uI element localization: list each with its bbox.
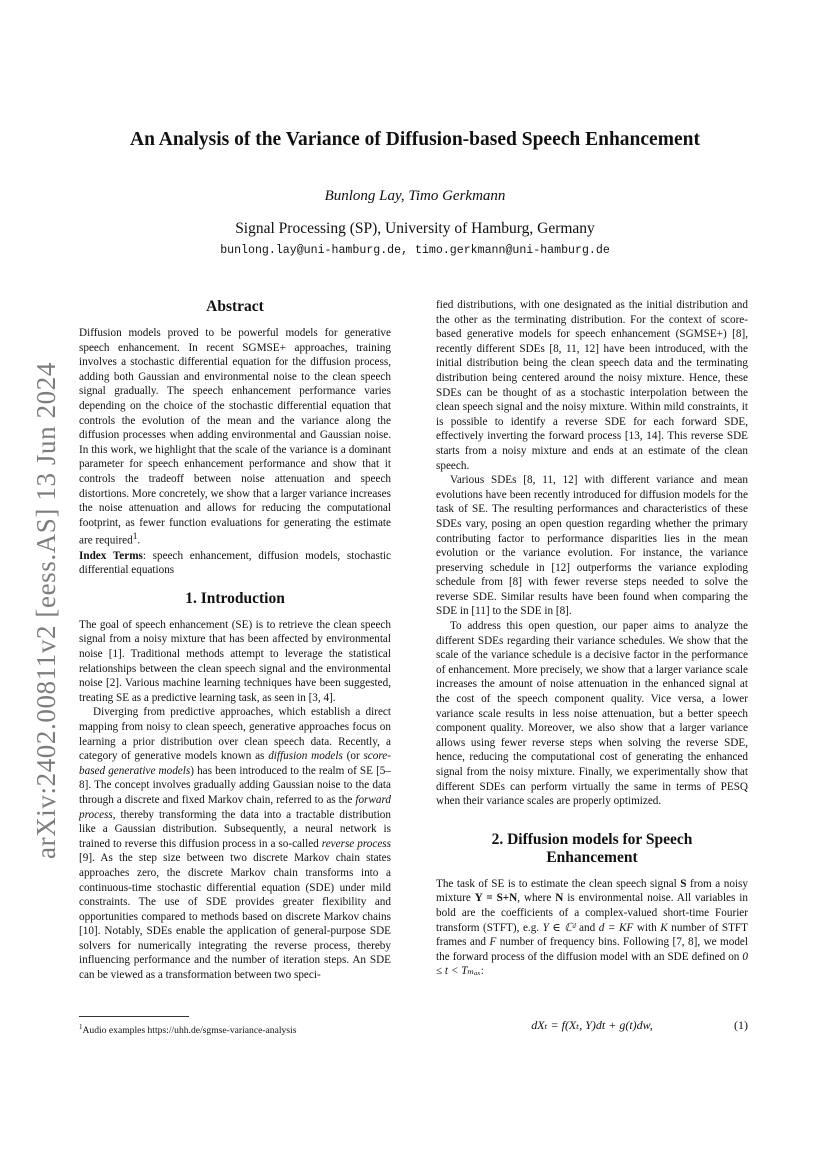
- equation-text: dXₜ = f(Xₜ, Y)dt + g(t)dw,: [531, 1018, 653, 1032]
- paper-affiliation: Signal Processing (SP), University of Hamburg, Germany: [235, 220, 595, 237]
- right-column: [436, 298, 748, 979]
- equation-number: (1): [734, 1018, 748, 1032]
- intro-paragraph-1: The goal of speech enhancement (SE) is to retrieve the clean speech signal from a noisy mixture that has been affected by environmental noise [1]. Traditional methods attempt to leverage the statistical relationships between the clean speech signal and the environmental noise [2]. Various machine learning techniques have been suggested, treating SE as a predictive learning task, as seen in [3, 4].: [79, 618, 391, 704]
- abstract-body: Diffusion models proved to be powerful models for generative speech enhancement. In recent SGMSE+ approaches, training involves a stochastic differential equation for the diffusion process, adding both Gaussian and environmental noise to the clean speech signal gradually. The speech enhancement performance varies depending on the choice of the stochastic differential equation that controls the evolution of the mean and the variance along the diffusion processes when adding environmental and Gaussian noise. In this work, we highlight that the scale of the variance is a dominant parameter for speech enhancement performance and show that it controls the tradeoff between noise attenuation and speech distortions. More concretely, we show that a larger variance increases the noise attenuation and allows for reducing the computational footprint, as fewer function evaluations for generating the estimate are required$^1$.: [79, 327, 391, 548]
- paper-title: An Analysis of the Variance of Diffusion-based Speech Enhancement: [130, 129, 700, 150]
- footnote-link-text[interactable]: Audio examples https://uhh.de/sgmse-variance-analysis: [82, 1025, 297, 1037]
- intro-paragraph-2: Diverging from predictive approaches, which establish a direct mapping from noisy to clean speech, generative approaches focus on learning a prior distribution over clean speech data. Recently, a category of generative models known as diffusion models (or score-based generative models) has been introduced to the realm of SE [5–8]. The concept involves gradually adding Gaussian noise to the data through a discrete and fixed Markov chain, referred to as the forward process, thereby transforming the data into a tractable distribution like a Gaussian distribution. Subsequently, a neural network is trained to reverse this diffusion process in a so-called reverse process [9]. As the step size between two discrete Markov chain states approaches zero, the discrete Markov chain transforms into a continuous-time stochastic differential equation (SDE) under mild constraints. The use of SDE provides greater flexibility and opportunities compared to methods based on discrete Markov chains [10]. Notably, SDEs enable the application of general-purpose SDE solvers for numerically integrating the reverse process, thereby influencing performance and the number of iteration steps. An SDE can be viewed as a transformation between two speci-: [79, 706, 391, 982]
- arxiv-identifier-stamp: [16, 330, 76, 890]
- intro-paragraph-4: Various SDEs [8, 11, 12] with different variance and mean evolutions have been recently introduced for diffusion models for the task of SE. The resulting performances and characteristics of these SDEs vary, posing an open question regarding whether the primary contributing factor to performance disparities lies in the mean evolution or the variance evolution. For instance, the variance preserving schedule in [12] outperforms the variance exploding schedule from [8] with fewer reverse steps needed to solve the reverse SDE. Similar results have been found when comparing the SDE in [11] to the SDE in [8].: [436, 474, 748, 618]
- footnote-mark: 1: [132, 532, 138, 543]
- abstract-heading: Abstract: [206, 298, 264, 315]
- index-terms: [79, 549, 391, 578]
- arxiv-identifier-text: arXiv:2402.00811v2 [eess.AS] 13 Jun 2024: [30, 361, 61, 859]
- footnote: [79, 1021, 391, 1037]
- footnote-divider: [79, 1016, 189, 1017]
- equation-1: [436, 1018, 748, 1036]
- left-column: [79, 298, 391, 983]
- section-2-body: The task of SE is to estimate the clean speech signal S from a noisy mixture Y = S+N, where N is environmental noise. All variables in bold are the coefficients of a complex-valued short-time Fourier transform (STFT), e.g. Y ∈ ℂᵈ and d = KF with K number of STFT frames and F number of frequency bins. Following [7, 8], we model the forward process of the diffusion model with an SDE defined on 0 ≤ t < Tₘₐₓ:: [436, 877, 748, 978]
- index-terms-text: : speech enhancement, diffusion models, stochastic differential equations: [79, 549, 392, 577]
- intro-paragraph-5: To address this open question, our paper aims to analyze the different SDEs regarding their variance schedules. We show that the scale of the variance schedule is a decisive factor in the performance of enhancement. More precisely, we show that a larger variance scale increases the amount of noise attenuation in the enhanced signal at the cost of the speech component quality. Vice versa, a lower variance scale results in less noise attenuation, but a better speech component quality. Moreover, we also show that a larger variance allows using fewer reverse steps when solving the reverse SDE, hence, reducing the computational cost of generating the enhanced signal from the noisy mixture. Finally, we experimentally show that different SDEs can perform virtually the same in terms of PESQ when their variance scales are properly optimized.: [436, 620, 748, 808]
- index-terms-label: Index Terms: [79, 549, 143, 562]
- introduction-heading: 1. Introduction: [185, 589, 285, 607]
- footnote-number: 1: [79, 1023, 83, 1031]
- section-2-heading: 2. Diffusion models for Speech Enhancement: [491, 830, 693, 866]
- intro-paragraph-3: fied distributions, with one designated as the initial distribution and the other as the terminating distribution. For the context of score-based generative models for speech enhancement (SGMSE+) [8], recently different SDEs [8, 11, 12] have been introduced, with the initial distribution being the clean speech data and the terminating distribution being centered around the noisy mixture. Hence, these SDEs can be thought of as a stochastic interpolation between the clean speech signal and the noisy mixture. Within mild constraints, it is possible to identify a reverse SDE for each forward SDE, effectively inverting the forward process [13, 14]. This reverse SDE starts from a noisy mixture and ends at an estimate of the clean speech.: [436, 299, 748, 472]
- paper-authors: Bunlong Lay, Timo Gerkmann: [324, 188, 506, 204]
- author-emails: bunlong.lay@uni-hamburg.de, timo.gerkmann@uni-hamburg.de: [220, 244, 610, 257]
